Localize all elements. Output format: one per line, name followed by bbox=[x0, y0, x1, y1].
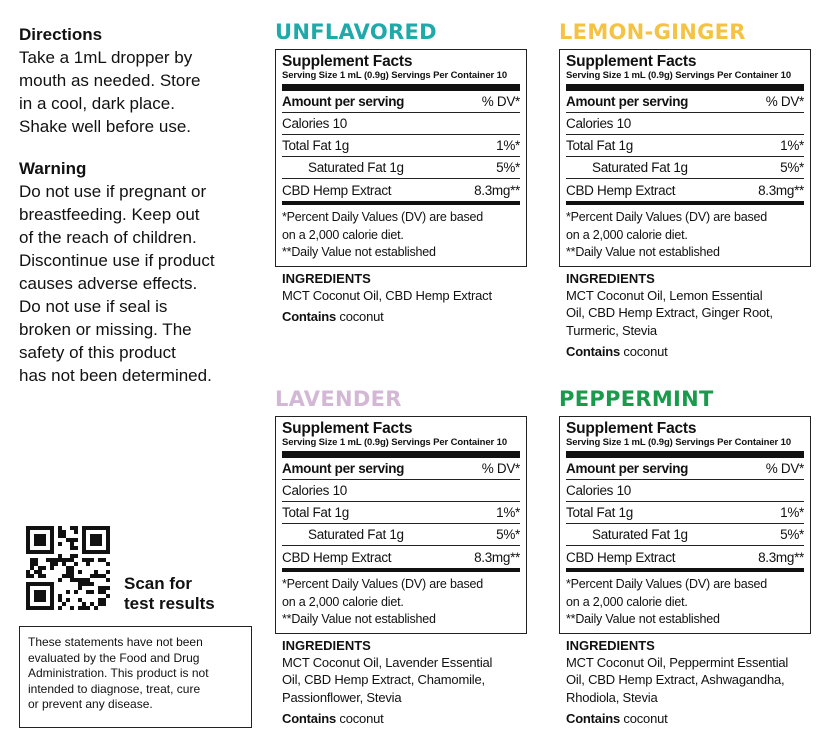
cbd-value: 8.3mg** bbox=[758, 182, 804, 198]
amount-row bbox=[282, 91, 520, 113]
scan-line-1: Scan for bbox=[124, 574, 193, 593]
directions-line: mouth as needed. Store bbox=[19, 71, 201, 90]
contains-line bbox=[566, 343, 811, 361]
calories-label: Calories 10 bbox=[282, 483, 347, 498]
thick-divider bbox=[282, 451, 520, 458]
serving-info: Serving Size 1 mL (0.9g) Servings Per Container 10 bbox=[566, 437, 792, 448]
ingredient-line: Oil, CBD Hemp Extract, Ginger Root, bbox=[566, 305, 773, 320]
dv-label: % DV* bbox=[765, 461, 804, 476]
ingredients-list bbox=[566, 654, 811, 707]
cbd-value: 8.3mg** bbox=[474, 182, 520, 198]
total-fat-label: Total Fat 1g bbox=[566, 505, 633, 520]
warning-text bbox=[19, 180, 244, 387]
amount-label: Amount per serving bbox=[282, 94, 405, 109]
footnote-line: on a 2,000 calorie diet. bbox=[566, 227, 688, 242]
cbd-label: CBD Hemp Extract bbox=[282, 549, 392, 565]
warning-section bbox=[19, 158, 244, 387]
ingredients-heading: INGREDIENTS bbox=[282, 270, 371, 286]
calories-row bbox=[282, 480, 520, 502]
warning-line: Discontinue use if product bbox=[19, 251, 215, 270]
sat-fat-dv: 5%* bbox=[780, 527, 804, 542]
fda-disclaimer bbox=[19, 626, 252, 728]
sat-fat-dv: 5%* bbox=[496, 527, 520, 542]
sat-fat-label: Saturated Fat 1g bbox=[308, 527, 404, 542]
footnote-line: **Daily Value not established bbox=[282, 245, 436, 259]
sat-fat-dv: 5%* bbox=[496, 160, 520, 175]
contains-label: Contains bbox=[566, 344, 621, 359]
product-name: LEMON-GINGER bbox=[559, 20, 746, 44]
directions-line: Shake well before use. bbox=[19, 117, 191, 136]
footnote-line: *Percent Daily Values (DV) are based bbox=[282, 577, 483, 591]
sat-fat-label: Saturated Fat 1g bbox=[308, 160, 404, 175]
footnote-line: **Daily Value not established bbox=[282, 612, 436, 626]
sat-fat-label: Saturated Fat 1g bbox=[592, 527, 688, 542]
product-panel-peppermint bbox=[559, 387, 811, 728]
thick-divider bbox=[566, 84, 804, 91]
sat-fat-row bbox=[282, 157, 520, 179]
sat-fat-label: Saturated Fat 1g bbox=[592, 160, 688, 175]
directions-line: Take a 1mL dropper by bbox=[19, 48, 193, 67]
ingredients-heading: INGREDIENTS bbox=[282, 637, 371, 653]
amount-label: Amount per serving bbox=[282, 461, 405, 476]
total-fat-label: Total Fat 1g bbox=[282, 138, 349, 153]
ingredient-line: Turmeric, Stevia bbox=[566, 322, 657, 338]
cbd-value: 8.3mg** bbox=[474, 549, 520, 565]
cbd-label: CBD Hemp Extract bbox=[566, 182, 676, 198]
cbd-label: CBD Hemp Extract bbox=[282, 182, 392, 198]
warning-line: Do not use if pregnant or bbox=[19, 182, 207, 201]
calories-label: Calories 10 bbox=[566, 483, 631, 498]
directions-line: in a cool, dark place. bbox=[19, 94, 175, 113]
disclaimer-line: These statements have not been bbox=[28, 635, 203, 649]
sat-fat-row bbox=[282, 524, 520, 546]
scan-line-2: test results bbox=[124, 594, 215, 613]
calories-row bbox=[566, 113, 804, 135]
ingredients-section bbox=[275, 637, 527, 729]
thick-divider bbox=[566, 451, 804, 458]
product-panel-lavender bbox=[275, 387, 527, 728]
cbd-label: CBD Hemp Extract bbox=[566, 549, 676, 565]
amount-row bbox=[282, 458, 520, 480]
dv-label: % DV* bbox=[765, 94, 804, 109]
scan-label bbox=[124, 574, 215, 614]
ingredient-line: Passionflower, Stevia bbox=[282, 689, 402, 705]
serving-info: Serving Size 1 mL (0.9g) Servings Per Container 10 bbox=[282, 70, 508, 81]
disclaimer-line: or prevent any disease. bbox=[28, 697, 153, 711]
contains-line bbox=[282, 308, 527, 326]
footnote bbox=[566, 572, 804, 629]
facts-title: Supplement Facts bbox=[282, 53, 413, 70]
serving-info: Serving Size 1 mL (0.9g) Servings Per Container 10 bbox=[282, 437, 508, 448]
footnote bbox=[566, 205, 804, 262]
warning-line: breastfeeding. Keep out bbox=[19, 205, 200, 224]
warning-line: of the reach of children. bbox=[19, 228, 197, 247]
warning-line: has not been determined. bbox=[19, 366, 212, 385]
total-fat-label: Total Fat 1g bbox=[282, 505, 349, 520]
disclaimer-line: evaluated by the Food and Drug bbox=[28, 650, 200, 665]
ingredients-list bbox=[566, 287, 811, 340]
total-fat-row bbox=[566, 135, 804, 157]
footnote bbox=[282, 572, 520, 629]
ingredient-line: Oil, CBD Hemp Extract, Chamomile, bbox=[282, 672, 485, 687]
dv-label: % DV* bbox=[481, 94, 520, 109]
total-fat-row bbox=[282, 502, 520, 524]
ingredients-section bbox=[559, 637, 811, 729]
serving-info: Serving Size 1 mL (0.9g) Servings Per Container 10 bbox=[566, 70, 792, 81]
contains-line bbox=[566, 710, 811, 728]
footnote bbox=[282, 205, 520, 262]
amount-row bbox=[566, 91, 804, 113]
qr-code-icon[interactable] bbox=[26, 526, 110, 610]
contains-value: coconut bbox=[620, 711, 668, 726]
warning-line: safety of this product bbox=[19, 343, 176, 362]
directions-heading: Directions bbox=[19, 25, 103, 44]
footnote-line: on a 2,000 calorie diet. bbox=[566, 594, 688, 609]
product-panel-lemon-ginger bbox=[559, 20, 811, 361]
contains-value: coconut bbox=[620, 344, 668, 359]
facts-title: Supplement Facts bbox=[566, 420, 697, 437]
calories-row bbox=[566, 480, 804, 502]
total-fat-dv: 1%* bbox=[780, 505, 804, 520]
ingredient-line: Oil, CBD Hemp Extract, Ashwagandha, bbox=[566, 672, 785, 687]
cbd-row bbox=[282, 546, 520, 568]
contains-label: Contains bbox=[282, 309, 337, 324]
footnote-line: **Daily Value not established bbox=[566, 245, 720, 259]
warning-line: Do not use if seal is bbox=[19, 297, 168, 316]
amount-row bbox=[566, 458, 804, 480]
ingredient-line: MCT Coconut Oil, CBD Hemp Extract bbox=[282, 287, 492, 303]
ingredients-section bbox=[275, 270, 527, 327]
total-fat-dv: 1%* bbox=[496, 505, 520, 520]
ingredients-heading: INGREDIENTS bbox=[566, 637, 655, 653]
product-panel-unflavored bbox=[275, 20, 527, 326]
total-fat-row bbox=[282, 135, 520, 157]
product-name: UNFLAVORED bbox=[275, 20, 437, 44]
contains-label: Contains bbox=[282, 711, 337, 726]
sat-fat-dv: 5%* bbox=[780, 160, 804, 175]
total-fat-dv: 1%* bbox=[496, 138, 520, 153]
ingredient-line: MCT Coconut Oil, Lemon Essential bbox=[566, 287, 763, 303]
footnote-line: on a 2,000 calorie diet. bbox=[282, 227, 404, 242]
thick-divider bbox=[282, 84, 520, 91]
contains-value: coconut bbox=[336, 309, 384, 324]
facts-title: Supplement Facts bbox=[566, 53, 697, 70]
facts-title: Supplement Facts bbox=[282, 420, 413, 437]
left-column bbox=[19, 24, 244, 387]
footnote-line: on a 2,000 calorie diet. bbox=[282, 594, 404, 609]
cbd-row bbox=[282, 179, 520, 201]
product-name: LAVENDER bbox=[275, 387, 402, 411]
ingredient-line: MCT Coconut Oil, Peppermint Essential bbox=[566, 654, 789, 670]
footnote-line: *Percent Daily Values (DV) are based bbox=[566, 210, 767, 224]
qr-section bbox=[26, 526, 256, 616]
directions-text bbox=[19, 46, 244, 138]
disclaimer-line: intended to diagnose, treat, cure bbox=[28, 681, 201, 696]
contains-value: coconut bbox=[336, 711, 384, 726]
disclaimer-line: Administration. This product is not bbox=[28, 666, 209, 680]
footnote-line: **Daily Value not established bbox=[566, 612, 720, 626]
warning-heading: Warning bbox=[19, 159, 87, 178]
ingredient-line: MCT Coconut Oil, Lavender Essential bbox=[282, 654, 493, 670]
cbd-row bbox=[566, 546, 804, 568]
cbd-value: 8.3mg** bbox=[758, 549, 804, 565]
total-fat-dv: 1%* bbox=[780, 138, 804, 153]
warning-line: causes adverse effects. bbox=[19, 274, 198, 293]
supplement-facts-panel bbox=[559, 49, 811, 267]
amount-label: Amount per serving bbox=[566, 461, 689, 476]
ingredient-line: Rhodiola, Stevia bbox=[566, 689, 658, 705]
ingredients-list bbox=[282, 654, 527, 707]
contains-label: Contains bbox=[566, 711, 621, 726]
ingredients-list bbox=[282, 287, 527, 305]
calories-label: Calories 10 bbox=[566, 116, 631, 131]
ingredients-section bbox=[559, 270, 811, 362]
footnote-line: *Percent Daily Values (DV) are based bbox=[566, 577, 767, 591]
supplement-facts-panel bbox=[275, 49, 527, 267]
calories-label: Calories 10 bbox=[282, 116, 347, 131]
calories-row bbox=[282, 113, 520, 135]
dv-label: % DV* bbox=[481, 461, 520, 476]
sat-fat-row bbox=[566, 157, 804, 179]
supplement-facts-panel bbox=[559, 416, 811, 634]
cbd-row bbox=[566, 179, 804, 201]
total-fat-label: Total Fat 1g bbox=[566, 138, 633, 153]
supplement-facts-panel bbox=[275, 416, 527, 634]
ingredients-heading: INGREDIENTS bbox=[566, 270, 655, 286]
total-fat-row bbox=[566, 502, 804, 524]
warning-line: broken or missing. The bbox=[19, 320, 192, 339]
sat-fat-row bbox=[566, 524, 804, 546]
contains-line bbox=[282, 710, 527, 728]
footnote-line: *Percent Daily Values (DV) are based bbox=[282, 210, 483, 224]
product-name: PEPPERMINT bbox=[559, 387, 714, 411]
amount-label: Amount per serving bbox=[566, 94, 689, 109]
